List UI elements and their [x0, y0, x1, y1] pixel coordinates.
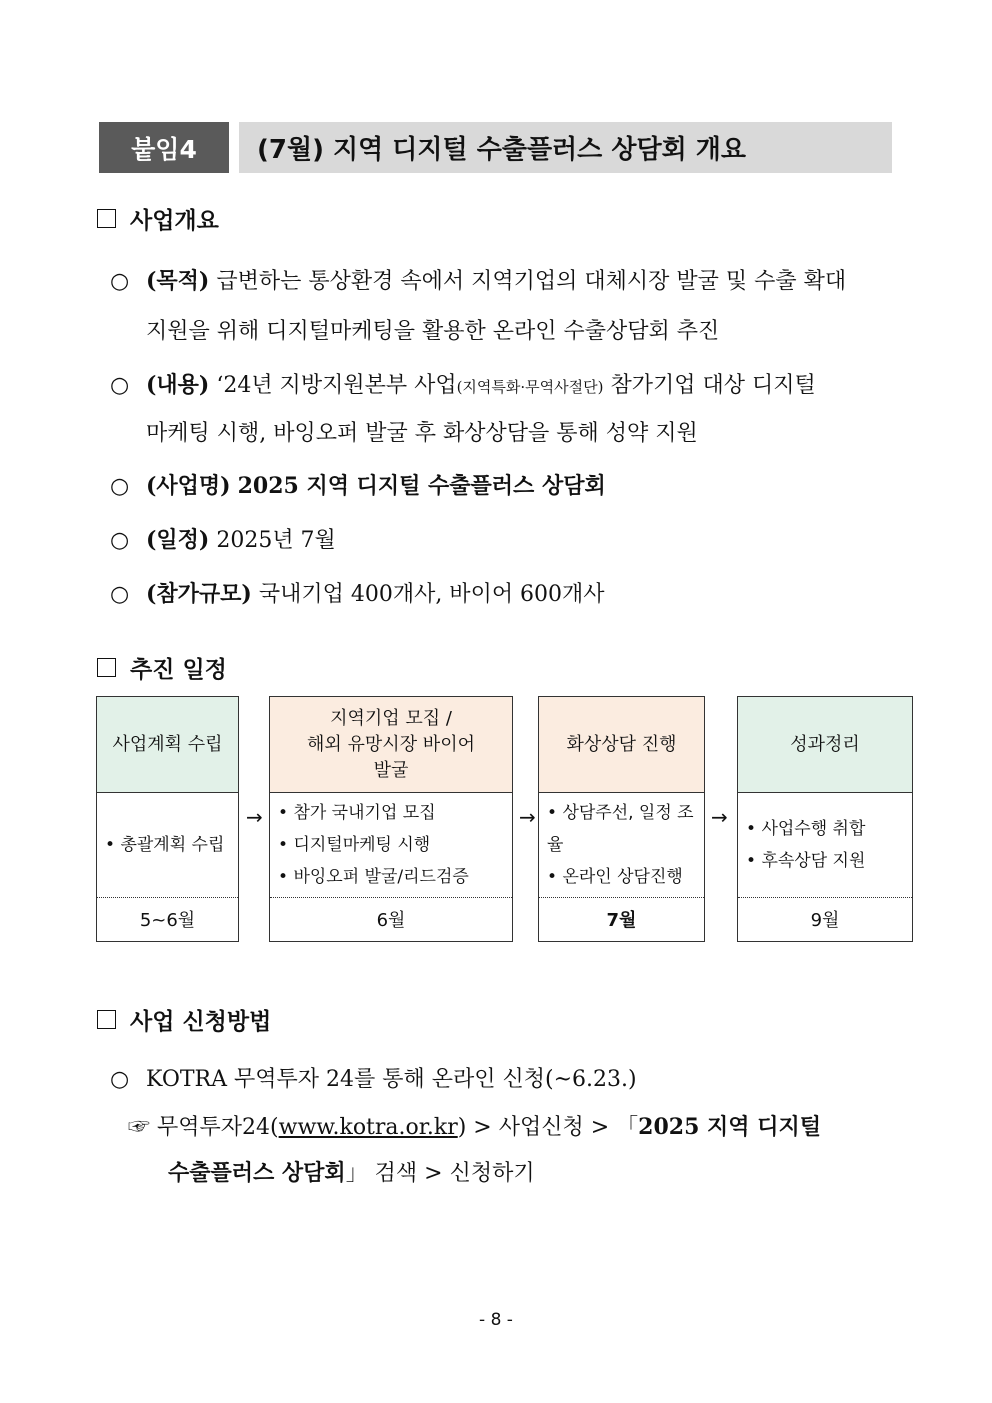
flow-step-video-meeting — [538, 696, 705, 942]
flow-step-title: 사업계획 수립 — [97, 697, 238, 793]
circle-bullet-icon: ○ — [110, 373, 130, 398]
overview-item-schedule: ○ (일정) 2025년 7월 — [110, 527, 336, 553]
flow-step-items: • 총괄계획 수립 — [97, 792, 238, 898]
apply-path-line-cont: 수출플러스 상담회」 검색 > 신청하기 — [168, 1160, 535, 1186]
kotra-link[interactable]: www.kotra.or.kr — [278, 1115, 458, 1140]
flow-step-period: 7월 — [606, 910, 637, 931]
apply-method-line: ○ KOTRA 무역투자 24를 통해 온라인 신청(~6.23.) — [110, 1067, 637, 1092]
circle-bullet-icon: ○ — [110, 582, 130, 607]
flow-step-period: 9월 — [810, 910, 840, 931]
circle-bullet-icon: ○ — [110, 528, 130, 553]
flow-step-period: 5~6월 — [139, 910, 196, 931]
apply-path-line: ☞ 무역투자24(www.kotra.or.kr) > 사업신청 > 「2025 지역 디지털 — [128, 1114, 821, 1140]
pointing-hand-icon: ☞ — [128, 1115, 151, 1140]
circle-bullet-icon: ○ — [110, 1067, 130, 1092]
flow-step-planning — [96, 696, 239, 942]
section-overview-heading: 사업개요 — [97, 202, 219, 235]
page-number: - 8 - — [479, 1310, 513, 1330]
right-arrow-icon: → — [246, 805, 263, 829]
section-apply-heading: 사업 신청방법 — [97, 1003, 271, 1036]
overview-item-name: ○ (사업명) 2025 지역 디지털 수출플러스 상담회 — [110, 473, 606, 499]
circle-bullet-icon: ○ — [110, 269, 130, 294]
document-title: (7월) 지역 디지털 수출플러스 상담회 개요 — [239, 122, 892, 173]
flow-step-period: 6월 — [376, 910, 406, 931]
flow-step-results — [737, 696, 913, 942]
flow-step-items: • 사업수행 취합 • 후속상담 지원 — [738, 792, 912, 898]
flow-step-title: 지역기업 모집 / 해외 유망시장 바이어 발굴 — [270, 697, 512, 793]
overview-item-purpose-cont: 지원을 위해 디지털마케팅을 활용한 온라인 수출상담회 추진 — [146, 319, 720, 344]
flow-step-items: • 상담주선, 일정 조율 • 온라인 상담진행 — [539, 792, 704, 898]
checkbox-square-icon — [97, 209, 116, 228]
overview-item-scale: ○ (참가규모) 국내기업 400개사, 바이어 600개사 — [110, 581, 605, 607]
circle-bullet-icon: ○ — [110, 474, 130, 499]
checkbox-square-icon — [97, 1010, 116, 1029]
flow-step-title: 화상상담 진행 — [539, 697, 704, 793]
attachment-tag: 붙임4 — [99, 122, 229, 173]
checkbox-square-icon — [97, 658, 116, 677]
flow-step-items: • 참가 국내기업 모집 • 디지털마케팅 시행 • 바잉오퍼 발굴/리드검증 — [270, 792, 512, 898]
flow-step-recruit — [269, 696, 513, 942]
section-schedule-heading: 추진 일정 — [97, 651, 227, 684]
right-arrow-icon: → — [519, 805, 536, 829]
flow-step-title: 성과정리 — [738, 697, 912, 793]
overview-item-content-cont: 마케팅 시행, 바잉오퍼 발굴 후 화상상담을 통해 성약 지원 — [146, 421, 698, 446]
overview-item-purpose: ○ (목적) 급변하는 통상환경 속에서 지역기업의 대체시장 발굴 및 수출 확대 — [110, 268, 847, 294]
overview-item-content: ○ (내용) ‘24년 지방지원본부 사업(지역특화·무역사절단) 참가기업 대상 디지털 — [110, 372, 816, 398]
right-arrow-icon: → — [711, 805, 728, 829]
